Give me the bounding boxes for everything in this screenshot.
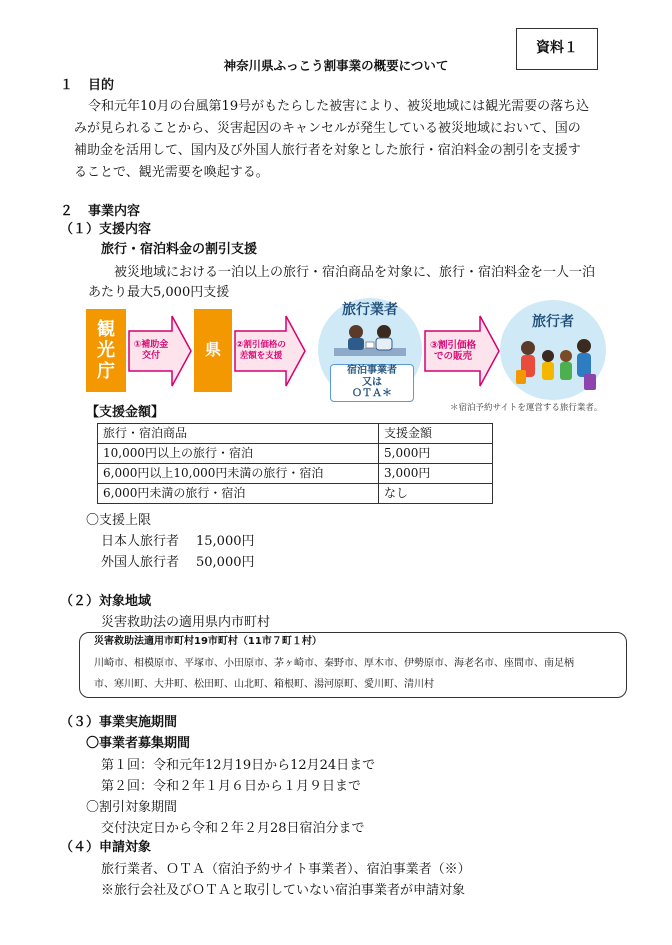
traveler-family-icon — [514, 334, 598, 394]
table-row — [98, 484, 493, 504]
arrow-sales-line-2: での販売 — [433, 351, 472, 362]
arrow-subsidy-line-2: 交付 — [141, 351, 160, 361]
section1-line-3: 補助金を活用して、国内及び外国人旅行者を対象とした旅行・宿泊料金の割引を支援す — [74, 143, 581, 158]
arrow-difference — [234, 315, 306, 387]
arrow-difference-line-1: ②割引価格の — [236, 340, 286, 350]
document-label: 資料１ — [516, 28, 598, 70]
arrow-difference-label — [234, 315, 288, 387]
recruit-line-1: 第１回：令和元年12月19日から12月24日まで — [101, 758, 376, 773]
shukuhaku-line-3: ＯＴＡ＊ — [352, 388, 392, 399]
kanko-cho-char-3: 庁 — [97, 361, 115, 382]
section2-heading: 事業内容 — [88, 204, 141, 219]
arrow-sales-label — [424, 315, 482, 387]
table-cell-amount: 3,000円 — [379, 464, 493, 484]
sub2-body: 災害救助法の適用県内市町村 — [101, 615, 271, 630]
section1-line-1: 令和元年10月の台風第19号がもたらした被害により、被災地域には観光需要の落ち込 — [88, 99, 590, 114]
ota-footnote: ＊宿泊予約サイトを運営する旅行業者。 — [450, 403, 603, 413]
sub4-line-1: 旅行業者、ＯＴＡ（宿泊予約サイト事業者）、宿泊事業者（※） — [101, 862, 471, 877]
area-box-line-1: 川崎市、相模原市、平塚市、小田原市、茅ヶ崎市、秦野市、厚木市、伊勢原市、海老名市、座間市、南足柄 — [94, 658, 574, 669]
sub1-heading: （１）支援内容 — [60, 222, 152, 237]
table-row — [98, 444, 493, 464]
table-cell-product: 10,000円以上の旅行・宿泊 — [98, 444, 379, 464]
sub1-line-2: あたり最大5,000円支援 — [88, 285, 230, 300]
ken-box: 県 — [194, 309, 232, 392]
limit-foreign-value: 50,000円 — [196, 555, 255, 570]
kanko-cho-char-1: 観 — [97, 319, 115, 340]
sub3-heading: （３）事業実施期間 — [60, 715, 178, 730]
arrow-sales — [424, 315, 500, 387]
section1-heading: 目的 — [88, 78, 115, 93]
arrow-subsidy-label — [128, 315, 174, 387]
area-box-line-2: 市、寒川町、大井町、松田町、山北町、箱根町、湯河原町、愛川町、清川村 — [94, 679, 434, 690]
sub1-line-1: 被災地域における一泊以上の旅行・宿泊商品を対象に、旅行・宿泊料金を一人一泊 — [114, 265, 596, 280]
discount-title: 〇割引対象期間 — [86, 800, 178, 815]
arrow-difference-line-2: 差額を支援 — [239, 351, 283, 361]
ryokosha-label: 旅行者 — [532, 314, 574, 330]
limit-japanese-label: 日本人旅行者 — [101, 534, 180, 549]
arrow-subsidy-line-1: ①補助金 — [133, 340, 169, 350]
sub2-heading: （２）対象地域 — [60, 594, 152, 609]
section2-number: ２ — [60, 204, 74, 219]
business-meeting-icon — [334, 322, 406, 362]
area-box-title: 災害救助法適用市町村19市町村（11市７町１村） — [94, 636, 322, 647]
page-title: 神奈川県ふっこう割事業の概要について — [223, 58, 449, 73]
arrow-sales-line-1: ③割引価格 — [429, 340, 477, 351]
table-header-amount: 支援金額 — [379, 424, 493, 444]
recruit-title: 〇事業者募集期間 — [86, 736, 191, 751]
limit-foreign-label: 外国人旅行者 — [101, 555, 180, 570]
section1-number: １ — [60, 78, 74, 93]
table-header-product: 旅行・宿泊商品 — [98, 424, 379, 444]
arrow-subsidy — [128, 315, 192, 387]
support-title: 【支援金額】 — [86, 405, 165, 420]
discount-line: 交付決定日から令和２年２月28日宿泊分まで — [101, 821, 365, 836]
limit-title: 〇支援上限 — [86, 513, 152, 528]
table-header-row — [98, 424, 493, 444]
table-cell-amount: なし — [379, 484, 493, 504]
shukuhaku-panel — [330, 364, 414, 402]
kanko-cho-char-2: 光 — [97, 340, 115, 361]
shukuhaku-line-1: 宿泊事業者 — [347, 365, 397, 376]
table-cell-product: 6,000円未満の旅行・宿泊 — [98, 484, 379, 504]
section1-line-2: みが見られることから、災害起因のキャンセルが発生している被災地域において、国の — [74, 121, 581, 136]
ryoko-gyosha-label: 旅行業者 — [342, 302, 398, 318]
table-cell-product: 6,000円以上10,000円未満の旅行・宿泊 — [98, 464, 379, 484]
support-table — [97, 423, 493, 504]
limit-japanese-value: 15,000円 — [196, 534, 255, 549]
sub1-subheading: 旅行・宿泊料金の割引支援 — [101, 242, 258, 257]
shukuhaku-line-2: 又は — [362, 376, 382, 388]
section1-line-4: ることで、観光需要を喚起する。 — [74, 165, 269, 180]
kanko-cho-box — [86, 309, 126, 392]
sub4-line-2: ※旅行会社及びＯＴＡと取引していない宿泊事業者が申請対象 — [101, 883, 466, 898]
sub4-heading: （４）申請対象 — [60, 840, 152, 855]
recruit-line-2: 第２回：令和２年１月６日から１月９日まで — [101, 779, 362, 794]
table-cell-amount: 5,000円 — [379, 444, 493, 464]
table-row — [98, 464, 493, 484]
